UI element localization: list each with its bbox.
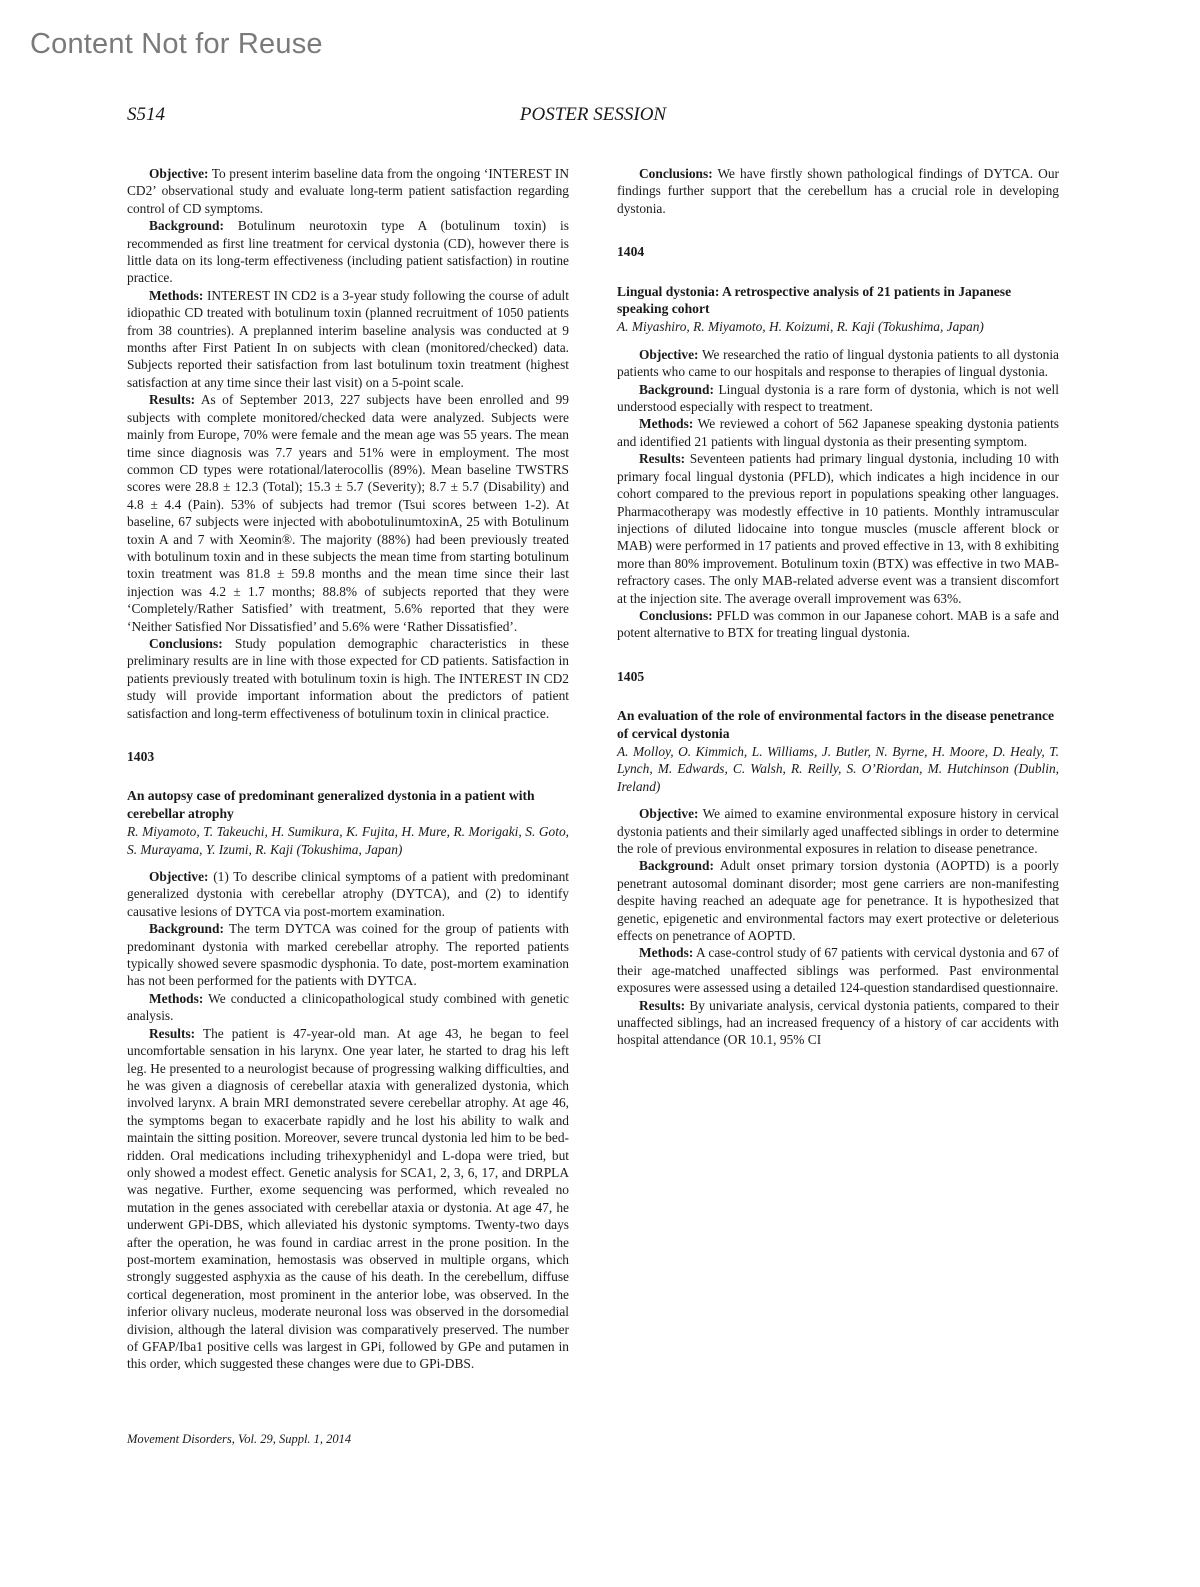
a1404-methods: Methods: We reviewed a cohort of 562 Japanese speaking dystonia patients and identified 21 patients with lingual dystonia as their presenting symptom. [617,416,1059,449]
intro-background: Background: Botulinum neurotoxin type A (botulinum toxin) is recommended as first line treatment for cervical dystonia (CD), however there is little data on its long-term effectiveness (including patient satisfaction) in routine practice. [127,218,569,286]
a1404-results: Results: Seventeen patients had primary lingual dystonia, including 10 with primary focal lingual dystonia (PFLD), which indicates a high incidence in our cohort compared to the previous report in populations speaking other languages. Pharmacotherapy was modestly effective in 10 patients. Monthly intramuscular injections of diluted lidocaine into tongue muscles (muscle afferent block or MAB) were performed in 17 patients and proved effective in 13, with 8 exhibiting more than 80% improvement. Botulinum toxin (BTX) was effective in two MAB-refractory cases. The only MAB-related adverse event was a transient discomfort at the injection site. The average overall improvement was 63%. [617,451,1059,606]
a1403-results: Results: The patient is 47-year-old man. At age 43, he began to feel uncomfortable sensation in his larynx. One year later, he started to drag his left leg. He presented to a neurologist because of progressing walking difficulties, and he was given a diagnosis of cerebellar ataxia with generalized dystonia, which involved larynx. A brain MRI demonstrated severe cerebellar atrophy. At age 46, the symptoms began to exacerbate rapidly and he lost his ability to walk and maintain the sitting position. Moreover, severe truncal dystonia led him to be bed-ridden. Oral medications including trihexyphenidyl and L-dopa were tried, but only showed a modest effect. Genetic analysis for SCA1, 2, 3, 6, 17, and DRPLA was negative. Further, exome sequencing was performed, which revealed no mutation in the genes associated with cerebellar ataxia or dystonia. At age 47, he underwent GPi-DBS, which alleviated his dystonic symptoms. Twenty-two days after the operation, he was found in cardiac arrest in the prone position. In the post-mortem examination, hemostasis was observed in multiple organs, which strongly suggested asphyxia as the cause of his death. In the cerebellum, diffuse cortical degeneration, most prominent in the anterior lobe, was observed. In the inferior olivary nucleus, moderate neuronal loss was observed in the dorsomedial division, although the lateral division was comparatively preserved. The number of GFAP/Iba1 positive cells was largest in GPi, followed by GPe and putamen in this order, which suggested these changes were due to GPi-DBS. [127,1025,569,1372]
running-head [127,104,1059,130]
a1404-objective: Objective: We researched the ratio of lingual dystonia patients to all dystonia patients who came to our hospitals and response to therapies of lingual dystonia. [617,346,1059,380]
left-column [127,165,569,1373]
a1403-methods: Methods: We conducted a clinicopathological study combined with genetic analysis. [127,990,569,1024]
a1405-background: Background: Adult onset primary torsion dystonia (AOPTD) is a poorly penetrant autosomal dominant disorder; most gene carriers are non-manifesting despite having reached an adequate age for penetrance. It is hypothesized that genetic, epigenetic and environmental factors may exert protective or deleterious effects on penetrance of AOPTD. [617,858,1059,944]
a1403-conclusions: Conclusions: We have firstly shown pathological findings of DYTCA. Our findings further support that the cerebellum has a crucial role in developing dystonia. [617,166,1059,216]
intro-methods: Methods: INTEREST IN CD2 is a 3-year study following the course of adult idiopathic CD treated with botulinum toxin (planned recruitment of 1050 patients from 38 countries). A preplanned interim baseline analysis was conducted at 9 months after First Patient In on subjects with clean (monitored/checked) data. Subjects reported their satisfaction from last botulinum toxin treatment (highest satisfaction at any time since their last visit) on a 5-point scale. [127,287,569,390]
right-column [617,165,1059,1049]
abstract-number: 1405 [617,668,645,684]
abstract-title: An autopsy case of predominant generalized dystonia in a patient with cerebellar atrophy [127,788,535,821]
abstract-intro [127,165,569,722]
watermark: Content Not for Reuse [30,28,323,60]
a1404-background: Background: Lingual dystonia is a rare form of dystonia, which is not well understood especially with respect to treatment. [617,381,1059,415]
a1405-results: Results: By univariate analysis, cervical dystonia patients, compared to their unaffected siblings, had an increased frequency of a history of car accidents with hospital attendance (OR 10.1, 95% CI [617,997,1059,1048]
abstract-1403 [127,748,569,1373]
a1404-conclusions: Conclusions: PFLD was common in our Japanese cohort. MAB is a safe and potent alternative to BTX for treating lingual dystonia. [617,607,1059,641]
journal-footer: Movement Disorders, Vol. 29, Suppl. 1, 2014 [127,1432,352,1446]
a1403-background: Background: The term DYTCA was coined for the group of patients with predominant dystonia with marked cerebellar atrophy. The reported patients typically showed severe spasmodic dysphonia. To date, post-mortem examination has not been performed for the patients with DYTCA. [127,921,569,989]
abstract-1405 [617,668,1059,1049]
abstract-authors: R. Miyamoto, T. Takeuchi, H. Sumikura, K. Fujita, H. Mure, R. Morigaki, S. Goto, S. Murayama, Y. Izumi, R. Kaji (Tokushima, Japan) [127,824,569,857]
abstract-number: 1403 [127,749,155,764]
a1405-methods: Methods: A case-control study of 67 patients with cervical dystonia and 67 of their age-matched unaffected siblings was performed. Past environmental exposures were assessed using a detailed 124-question standardised questionnaire. [617,945,1059,996]
intro-results: Results: As of September 2013, 227 subjects have been enrolled and 99 subjects with complete monitored/checked data were analyzed. Subjects were mainly from Europe, 70% were female and the mean age was 55 years. The mean time since diagnosis was 7.7 years and 51% were in employment. The most common CD types were rotational/laterocollis (89%). Mean baseline TWSTRS scores were 28.8 ± 12.3 (Total); 15.3 ± 5.7 (Severity); 8.7 ± 5.7 (Disability) and 4.8 ± 4.4 (Pain). 53% of subjects had tremor (Tsui scores between 1-2). At baseline, 67 subjects were injected with abobotulinumtoxinA, 25 with Botulinum toxin A and 7 with Xeomin®. The majority (88%) had been previously treated with botulinum toxin and in these subjects the mean time from starting botulinum toxin treatment was 81.8 ± 59.8 months and the mean time since their last injection was 4.2 ± 1.7 months; 88.8% of subjects reported that they were ‘Completely/Rather Satisfied’ with treatment, 5.6% reported that they were ‘Neither Satisfied Nor Dissatisfied’ and 5.6% were ‘Rather Dissatisfied’. [127,392,569,634]
abstract-authors: A. Molloy, O. Kimmich, L. Williams, J. Butler, N. Byrne, H. Moore, D. Healy, T. Lynch, M. Edwards, C. Walsh, R. Reilly, S. O’Riordan, M. Hutchinson (Dublin, Ireland) [617,743,1059,794]
a1403-objective: Objective: (1) To describe clinical symptoms of a patient with predominant generalized dystonia with cerebellar atrophy (DYTCA), and (2) to identify causative lesions of DYTCA via post-mortem examination. [127,869,569,919]
intro-objective: Objective: To present interim baseline data from the ongoing ‘INTEREST IN CD2’ observational study and evaluate long-term patient satisfaction regarding control of CD symptoms. [127,166,569,216]
abstract-1404 [617,243,1059,642]
a1405-objective: Objective: We aimed to examine environmental exposure history in cervical dystonia patients and their similarly aged unaffected siblings in order to determine the role of previous environmental exposures in relation to disease penetrance. [617,806,1059,856]
intro-conclusions: Conclusions: Study population demographic characteristics in these preliminary results are in line with those expected for CD patients. Satisfaction in patients previously treated with botulinum toxin is high. The INTEREST IN CD2 study will provide important information about the predictors of patient satisfaction and long-term effectiveness of botulinum toxin in clinical practice. [127,635,569,721]
abstract-number: 1404 [617,244,645,260]
section-title: POSTER SESSION [519,104,667,125]
abstract-title: Lingual dystonia: A retrospective analysis of 21 patients in Japanese speaking cohort [617,283,1012,317]
abstract-authors: A. Miyashiro, R. Miyamoto, H. Koizumi, R. Kaji (Tokushima, Japan) [617,319,984,335]
abstract-title: An evaluation of the role of environmental factors in the disease penetrance of cervical dystonia [617,708,1055,741]
page-number: S514 [127,104,165,125]
